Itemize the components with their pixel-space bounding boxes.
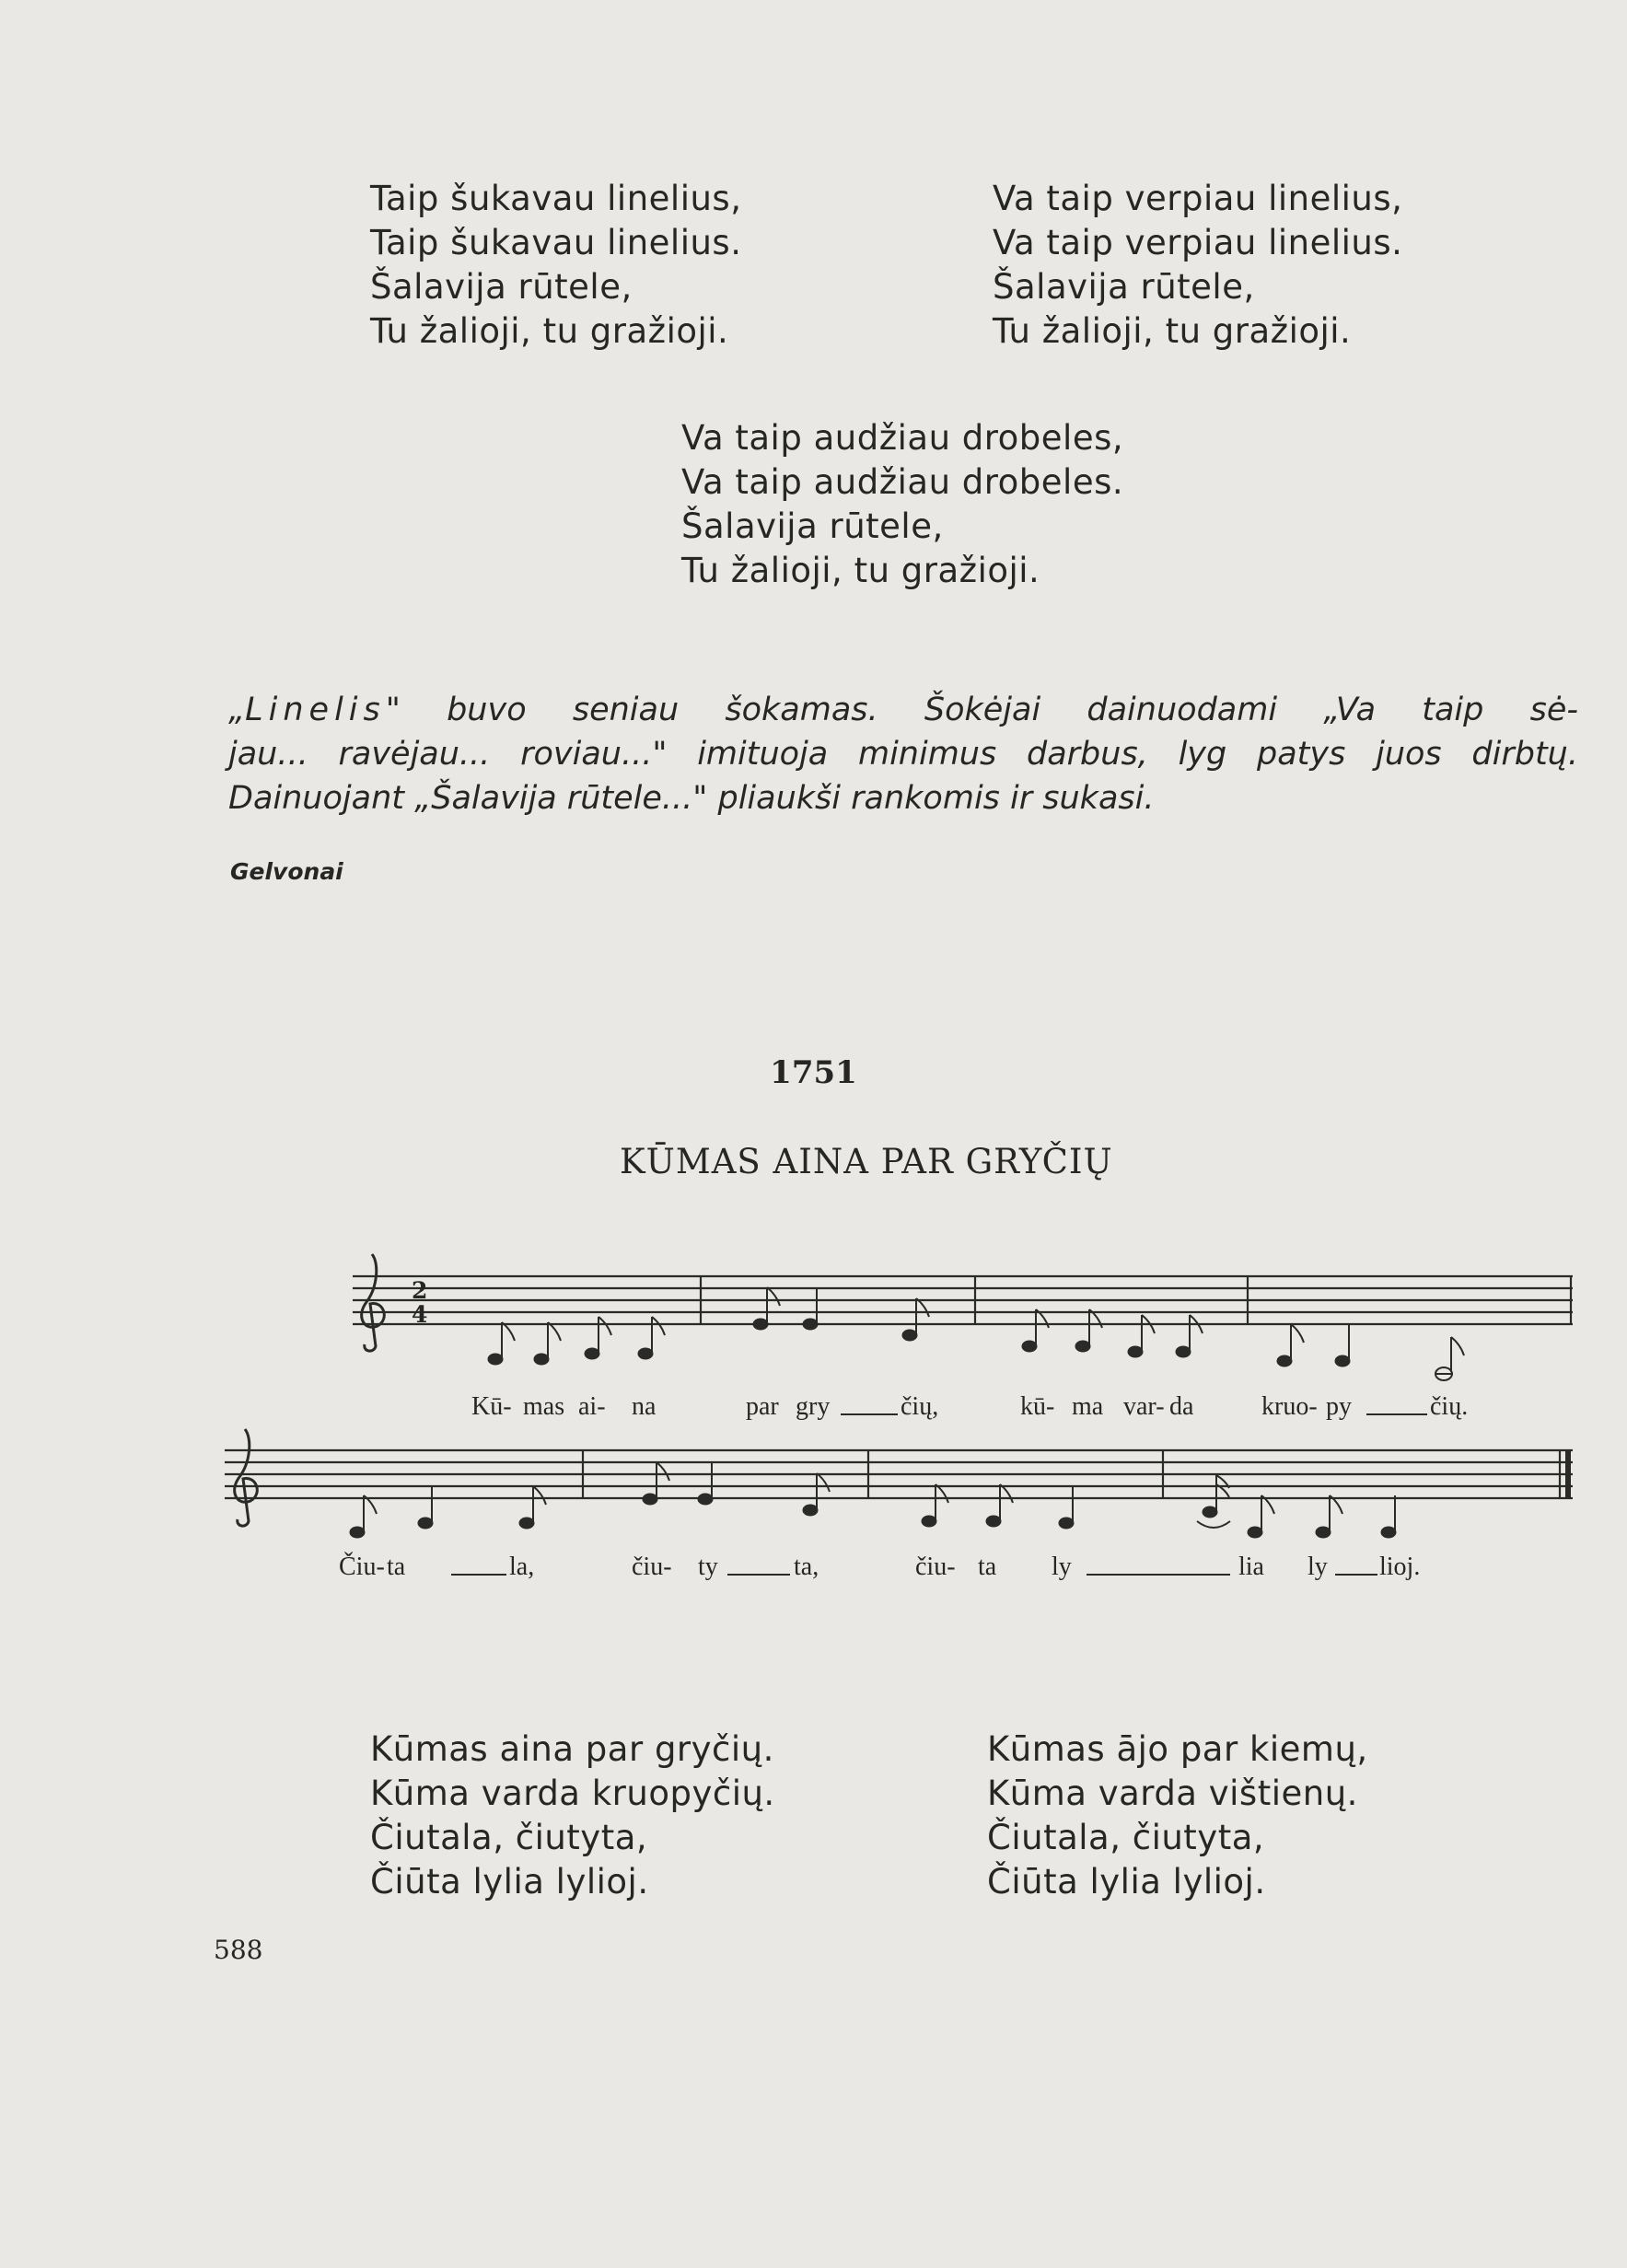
lyric-syllable: Kū- bbox=[471, 1392, 512, 1421]
lyric-syllable: ty bbox=[698, 1553, 718, 1581]
music-note bbox=[1059, 1486, 1074, 1529]
verse-line: Kūmas ājo par kiemų, bbox=[987, 1729, 1368, 1769]
verse-line: Va taip audžiau drobeles. bbox=[681, 462, 1124, 502]
lyric-syllable: da bbox=[1169, 1392, 1194, 1421]
lyric-syllable: lia bbox=[1238, 1553, 1264, 1581]
music-note bbox=[1316, 1495, 1342, 1538]
verse-line: Čiutala, čiutyta, bbox=[987, 1818, 1265, 1857]
verse-line: Va taip audžiau drobeles, bbox=[681, 418, 1124, 458]
verse-line: Šalavija rūtele, bbox=[993, 267, 1255, 307]
note-line-2: jau... ravėjau... roviau..." imituoja minimus darbus, lyg patys juos dirbtų. bbox=[228, 736, 1578, 773]
lyric-syllable: ta bbox=[978, 1553, 997, 1581]
note-line-3: Dainuojant „Šalavija rūtele..." pliaukši rankomis ir sukasi. bbox=[228, 780, 1155, 817]
verse-line: Kūma varda kruopyčių. bbox=[370, 1774, 775, 1813]
verse-line: Va taip verpiau linelius, bbox=[993, 179, 1403, 218]
verse-line: Va taip verpiau linelius. bbox=[993, 223, 1403, 262]
lyric-syllable: gry bbox=[796, 1392, 831, 1421]
spaced-word: Linelis bbox=[245, 692, 386, 728]
staff-1 bbox=[353, 1276, 1573, 1324]
stanza-5 bbox=[987, 1727, 1368, 1904]
page-number: 588 bbox=[214, 1935, 263, 1965]
lyric-syllable: lioj. bbox=[1379, 1553, 1421, 1581]
music-note bbox=[1277, 1324, 1304, 1367]
lyric-syllable: čių, bbox=[901, 1392, 939, 1421]
note-line-1-rest: " buvo seniau šokamas. Šokėjai dainuodami „Va taip sė- bbox=[385, 692, 1578, 728]
verse-line: Čiūta lylia lylioj. bbox=[987, 1862, 1266, 1902]
music-note bbox=[986, 1484, 1013, 1527]
song-title: KŪMAS AINA PAR GRYČIŲ bbox=[620, 1142, 1113, 1181]
lyric-syllable: kū- bbox=[1020, 1392, 1055, 1421]
lyric-syllable: py bbox=[1326, 1392, 1352, 1421]
lyric-syllable: ta bbox=[387, 1553, 406, 1581]
treble-clef-icon bbox=[235, 1429, 258, 1526]
lyric-syllable: ma bbox=[1072, 1392, 1104, 1421]
verse-line: Čiūta lylia lylioj. bbox=[370, 1862, 649, 1902]
verse-line: Čiutala, čiutyta, bbox=[370, 1818, 648, 1857]
music-note bbox=[1381, 1495, 1396, 1538]
music-note bbox=[803, 1473, 830, 1516]
time-signature-bottom: 4 bbox=[412, 1301, 428, 1328]
music-note bbox=[902, 1298, 929, 1341]
lyric-syllable: kruo- bbox=[1261, 1392, 1318, 1421]
music-note bbox=[698, 1462, 713, 1505]
time-signature-top: 2 bbox=[412, 1277, 428, 1304]
lyric-syllable: par bbox=[746, 1392, 779, 1421]
lyric-syllable: la, bbox=[509, 1553, 535, 1581]
music-note bbox=[1335, 1324, 1350, 1367]
lyric-syllable: čiu- bbox=[632, 1553, 672, 1581]
lyric-syllable: čių. bbox=[1430, 1392, 1469, 1421]
lyric-syllable: ly bbox=[1307, 1553, 1328, 1581]
music-note bbox=[803, 1287, 818, 1330]
music-note bbox=[1128, 1315, 1155, 1357]
lyrics-staff-1 bbox=[471, 1392, 1468, 1421]
lyric-syllable: na bbox=[632, 1392, 657, 1421]
verse-line: Šalavija rūtele, bbox=[681, 506, 944, 546]
music-note bbox=[1197, 1475, 1230, 1528]
music-note bbox=[519, 1486, 546, 1529]
music-note bbox=[1022, 1309, 1049, 1352]
music-note bbox=[1176, 1315, 1203, 1357]
place-name: Gelvonai bbox=[230, 858, 343, 885]
verse-line: Tu žalioji, tu gražioji. bbox=[370, 311, 729, 351]
lyric-syllable: Čiu- bbox=[339, 1553, 385, 1581]
lyric-syllable: ly bbox=[1052, 1553, 1072, 1581]
music-note bbox=[922, 1484, 948, 1527]
verse-line: Taip šukavau linelius. bbox=[370, 223, 742, 262]
verse-line: Kūma varda vištienų. bbox=[987, 1774, 1358, 1813]
open-quote: „ bbox=[228, 692, 246, 728]
verse-line: Taip šukavau linelius, bbox=[370, 179, 742, 218]
music-note bbox=[1248, 1495, 1274, 1538]
verse-line: Tu žalioji, tu gražioji. bbox=[993, 311, 1352, 351]
music-note bbox=[534, 1322, 561, 1365]
music-note bbox=[1075, 1309, 1102, 1352]
lyric-syllable: čiu- bbox=[915, 1553, 956, 1581]
staff-2 bbox=[225, 1450, 1573, 1498]
treble-clef-icon bbox=[362, 1254, 385, 1351]
verse-line: Tu žalioji, tu gražioji. bbox=[681, 551, 1040, 590]
lyric-syllable: ta, bbox=[794, 1553, 819, 1581]
verse-line: Šalavija rūtele, bbox=[370, 267, 633, 307]
song-number: 1751 bbox=[770, 1054, 857, 1091]
stanza-4 bbox=[370, 1727, 775, 1904]
music-note bbox=[1435, 1337, 1464, 1380]
lyric-syllable: ai- bbox=[578, 1392, 606, 1421]
music-note bbox=[350, 1495, 377, 1538]
lyric-syllable: mas bbox=[523, 1392, 565, 1421]
music-note bbox=[488, 1322, 515, 1365]
lyrics-staff-2 bbox=[339, 1553, 1420, 1581]
music-note bbox=[418, 1486, 433, 1529]
lyric-syllable: var- bbox=[1123, 1392, 1165, 1421]
verse-line: Kūmas aina par gryčių. bbox=[370, 1729, 774, 1769]
